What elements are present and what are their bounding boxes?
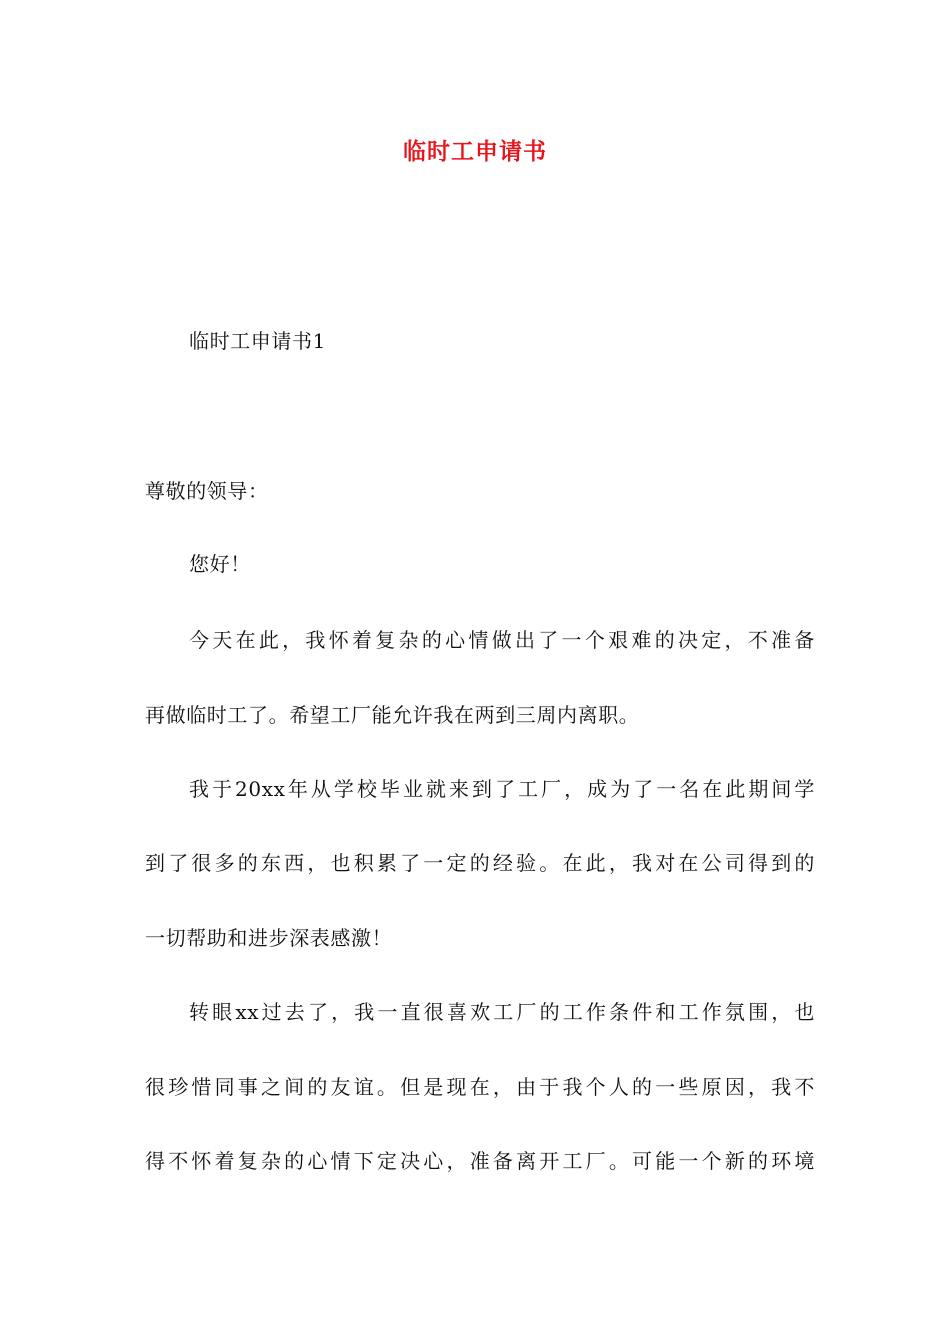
paragraph-line: 今天在此，我怀着复杂的心情做出了一个艰难的决定，不准备 bbox=[189, 628, 815, 652]
paragraph-line: 很珍惜同事之间的友谊。但是现在，由于我个人的一些原因，我不 bbox=[145, 1075, 815, 1099]
paragraph-line: 到了很多的东西，也积累了一定的经验。在此，我对在公司得到的 bbox=[145, 851, 815, 875]
paragraph-line: 一切帮助和进步深表感激！ bbox=[145, 926, 393, 950]
paragraph-line: 得不怀着复杂的心情下定决心，准备离开工厂。可能一个新的环境 bbox=[145, 1149, 815, 1173]
paragraph-line: 再做临时工了。希望工厂能允许我在两到三周内离职。 bbox=[145, 703, 640, 727]
paragraph-line: 我于20xx年从学校毕业就来到了工厂，成为了一名在此期间学 bbox=[189, 777, 815, 801]
salutation: 尊敬的领导： bbox=[145, 479, 269, 503]
document-title: 临时工申请书 bbox=[403, 139, 547, 165]
greeting: 您好！ bbox=[189, 552, 251, 576]
section-heading: 临时工申请书1 bbox=[189, 329, 326, 353]
paragraph-line: 转眼xx过去了，我一直很喜欢工厂的工作条件和工作氛围，也 bbox=[189, 1000, 815, 1024]
